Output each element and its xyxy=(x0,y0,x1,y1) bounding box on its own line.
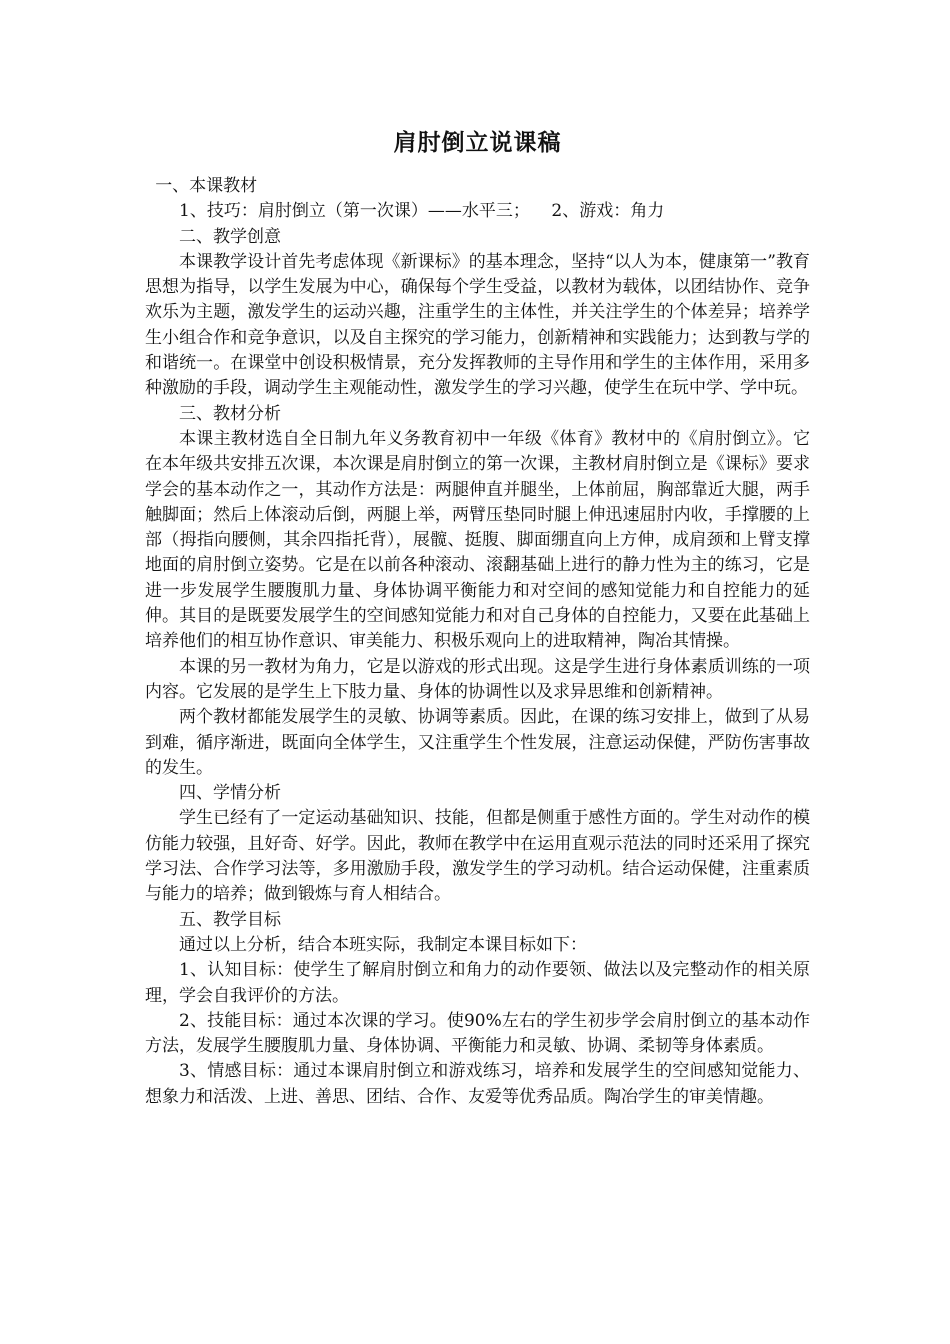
section-1-content: 1、技巧：肩肘倒立（第一次课）——水平三； 2、游戏：角力 xyxy=(179,201,665,222)
section-4-paragraph: 学生已经有了一定运动基础知识、技能，但都是侧重于感性方面的。学生对动作的模仿能力较强，且好奇、好学。因此，教师在教学中在运用直观示范法的同时还采用了探究学习法、合作学习法等，多用激励手段，激发学生的学习动机。结合运动保健，注重素质与能力的培养；做到锻炼与育人相结合。 xyxy=(145,808,810,905)
section-heading-5: 五、教学目标 xyxy=(179,909,281,930)
section-3-paragraph-2: 本课的另一教材为角力，它是以游戏的形式出现。这是学生进行身体素质训练的一项内容。它发展的是学生上下肢力量、身体的协调性以及求异思维和创新精神。 xyxy=(145,656,810,702)
section-3-paragraph-1: 本课主教材选自全日制九年义务教育初中一年级《体育》教材中的《肩肘倒立》。它在本年级共安排五次课，本次课是肩肘倒立的第一次课，主教材肩肘倒立是《课标》要求学会的基本动作之一，其动作方法是：两腿伸直并腿坐，上体前屈，胸部靠近大腿，两手触脚面；然后上体滚动后倒，两腿上举，两臂压垫同时腿上伸迅速屈肘内收，手撑腰的上部（拇指向腰侧，其余四指托背），展髋、挺腹、脚面绷直向上方伸，成肩颈和上臂支撑地面的肩肘倒立姿势。它是在以前各种滚动、滚翻基础上进行的静力性为主的练习，它是进一步发展学生腰腹肌力量、身体协调平衡能力和对空间的感知觉能力和自控能力的延伸。其目的是既要发展学生的空间感知觉能力和对自己身体的自控能力，又要在此基础上培养他们的相互协作意识、审美能力、积极乐观向上的进取精神，陶冶其情操。 xyxy=(145,428,810,652)
section-heading-4: 四、学情分析 xyxy=(179,783,281,804)
section-2-paragraph: 本课教学设计首先考虑体现《新课标》的基本理念，坚持“以人为本，健康第一”教育思想为指导，以学生发展为中心，确保每个学生受益，以教材为载体，以团结协作、竞争欢乐为主题，激发学生的运动兴趣，注重学生的主体性，并关注学生的个体差异；培养学生小组合作和竞争意识，以及自主探究的学习能力，创新精神和实践能力；达到教与学的和谐统一。在课堂中创设积极情景，充分发挥教师的主导作用和学生的主体作用，采用多种激励的手段，调动学生主观能动性，激发学生的学习兴趣，使学生在玩中学、学中玩。 xyxy=(145,251,810,399)
section-heading-1: 一、本课教材 xyxy=(155,176,258,196)
section-3-paragraph-3: 两个教材都能发展学生的灵敏、协调等素质。因此，在课的练习安排上，做到了从易到难，循序渐进，既面向全体学生，又注重学生个性发展，注意运动保健，严防伤害事故的发生。 xyxy=(145,707,810,778)
goal-skill: 2、技能目标：通过本次课的学习。使90%左右的学生初步学会肩肘倒立的基本动作方法，发展学生腰腹肌力量、身体协调、平衡能力和灵敏、协调、柔韧等身体素质。 xyxy=(145,1010,810,1057)
goal-emotional: 3、情感目标：通过本课肩肘倒立和游戏练习，培养和发展学生的空间感知觉能力、想象力和活泼、上进、善思、团结、合作、友爱等优秀品质。陶冶学生的审美情趣。 xyxy=(145,1061,810,1107)
page-title: 肩肘倒立说课稿 xyxy=(393,129,562,156)
goal-cognitive: 1、认知目标：使学生了解肩肘倒立和角力的动作要领、做法以及完整动作的相关原理，学会自我评价的方法。 xyxy=(145,960,810,1006)
section-heading-2: 二、教学创意 xyxy=(179,226,281,247)
section-heading-3: 三、教材分析 xyxy=(179,403,281,424)
section-5-intro: 通过以上分析，结合本班实际，我制定本课目标如下： xyxy=(179,934,587,955)
document-page xyxy=(145,128,810,1110)
